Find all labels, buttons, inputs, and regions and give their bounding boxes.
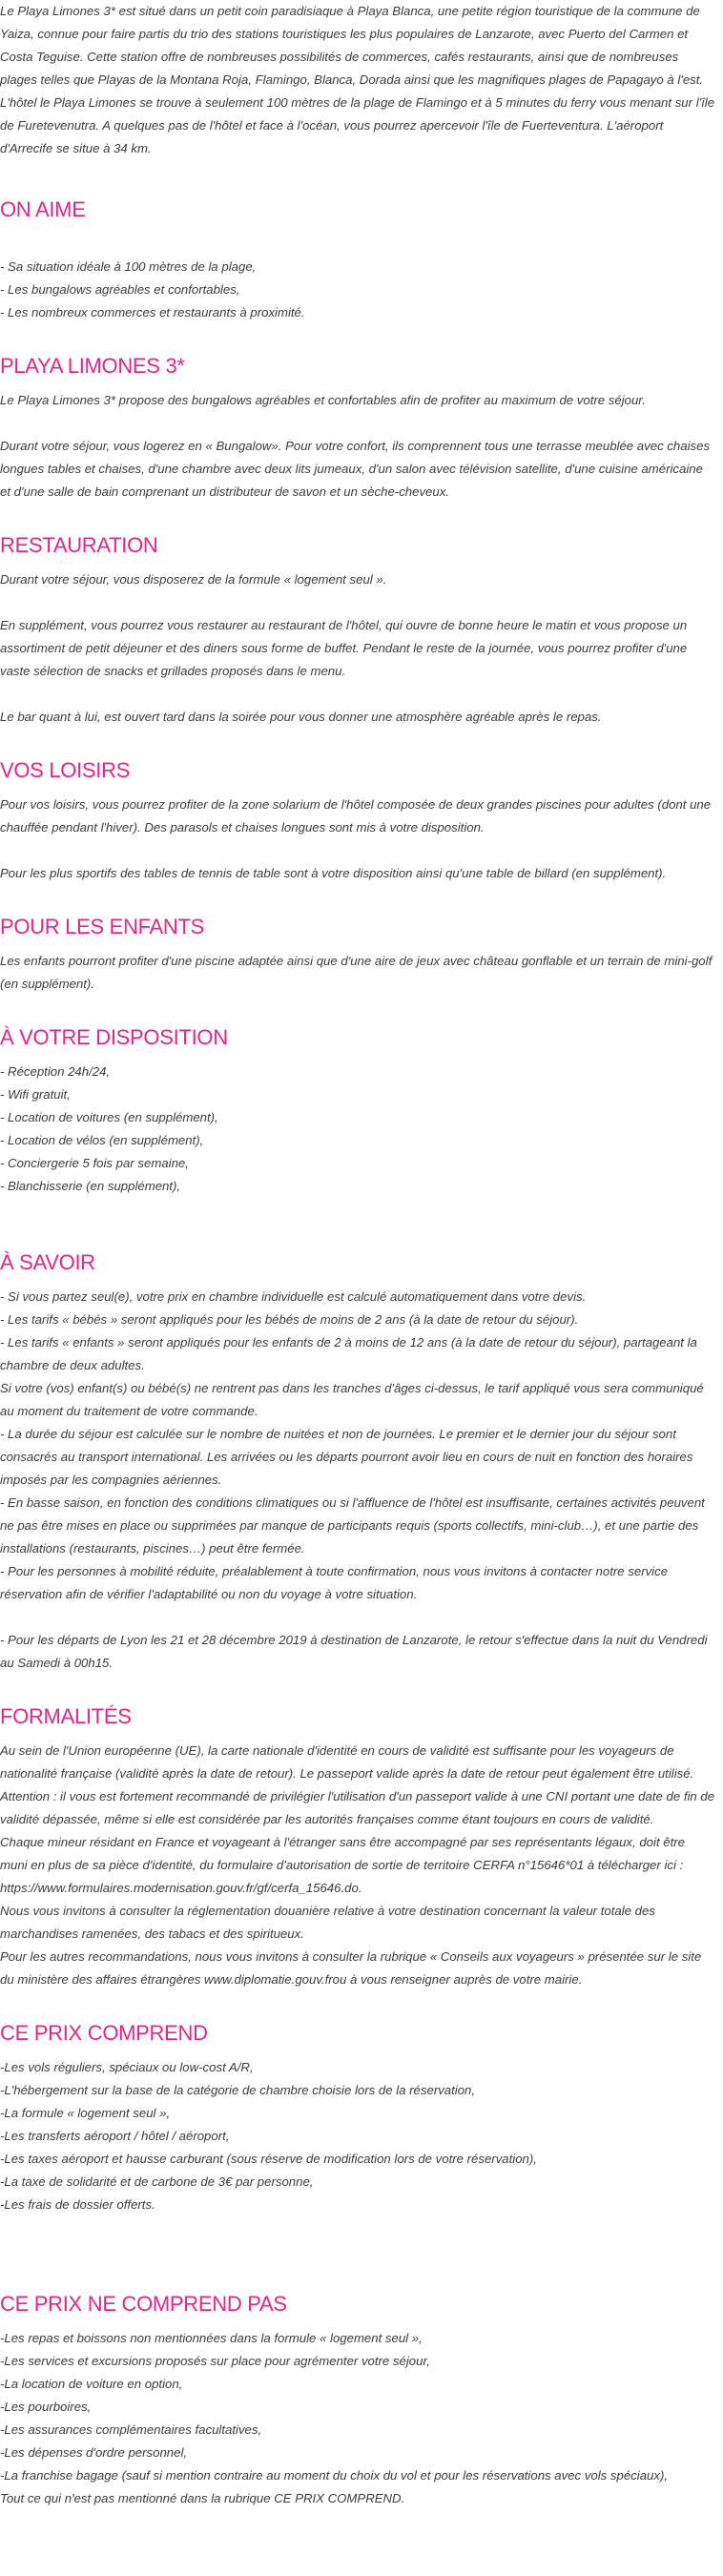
spacer [0, 233, 715, 256]
list-item: Si votre (vos) enfant(s) ou bébé(s) ne rentrent pas dans les tranches d'âges ci-dessus, le tarif appliqué vous sera communiqué au moment du traitement de votre commande. [0, 1381, 704, 1418]
list-item: -Les transferts aéroport / hôtel / aéroport, [0, 2129, 230, 2143]
restauration-paragraph: En supplément, vous pourrez vous restaurer au restaurant de l'hôtel, qui ouvre de bonne heure le matin et vous propose un assortiment de petit déjeuner et des diners sous forme de buffet. Pendant le reste de la journée, vous pourrez profiter d'une vaste sélection de snacks et grillades proposés dans le menu. [0, 618, 688, 678]
list-item: - Sa situation idéale à 100 mètres de la plage, [0, 259, 257, 274]
loisirs-section [0, 757, 715, 885]
spacer [0, 2216, 715, 2239]
hotel-paragraph: Le Playa Limones 3* propose des bungalows agréables et confortables afin de profiter au maximum de votre séjour. [0, 393, 646, 407]
list-item: Chaque mineur résidant en France et voyageant à l'étranger sans être accompagné par ses représentants légaux, doit être muni en plus de sa pièce d'identité, du formulaire d'autorisation de sortie de territoire CERFA n°15646*01 à télécharger ici : [0, 1835, 685, 1872]
list-item: - Si vous partez seul(e), votre prix en chambre individuelle est calculé automatiquement dans votre devis. [0, 1289, 587, 1304]
ne-comprend-heading: CE PRIX NE COMPREND PAS [0, 2292, 287, 2316]
comprend-heading: CE PRIX COMPREND [0, 2021, 208, 2045]
list-item: -Les services et excursions proposés sur place pour agrémenter votre séjour, [0, 2354, 430, 2368]
spacer [0, 1606, 715, 1629]
restauration-heading: RESTAURATION [0, 533, 158, 557]
list-item: -Les vols réguliers, spéciaux ou low-cost A/R, [0, 2060, 254, 2074]
comprend-list [0, 2056, 715, 2216]
loisirs-paragraph: Pour vos loisirs, vous pourrez profiter de la zone solarium de l'hôtel composée de deux grandes piscines pour adultes (dont une chauffée pendant l'hiver). Des parasols et chaises longues sont mis à votre disposition. [0, 797, 712, 835]
restauration-section [0, 532, 715, 729]
list-item: Au sein de l'Union européenne (UE), la carte nationale d'identité en cours de validité est suffisante pour les voyageurs de nationalité française (validité après la date de retour). Le passeport valide après la date de retour peut également être utilisé. Attention : il vous est fortement recommandé de privilégier l'utilisation d'un passeport valide à une CNI portant une date de fin de validité dépassée, même si elle est considérée par les autorités françaises comme étant toujours en cours de validité. [0, 1743, 715, 1826]
list-item: - Les bungalows agréables et confortables, [0, 282, 240, 297]
list-item: -Les dépenses d'ordre personnel, [0, 2445, 188, 2460]
hotel-paragraph: Durant votre séjour, vous logerez en « Bungalow». Pour votre confort, ils comprennent tous une terrasse meublée avec chaises longues tables et chaises, d'une chambre avec deux lits jumeaux, d'un salon avec télévision satellite, d'une cuisine américaine et d'une salle de bain comprenant un distributeur de savon et un sèche-cheveux. [0, 439, 711, 499]
disposition-heading: À VOTRE DISPOSITION [0, 1025, 228, 1049]
disposition-section [0, 1024, 715, 1221]
ne-comprend-list [0, 2327, 715, 2510]
list-item: -La franchise bagage (sauf si mention contraire au moment du choix du vol et pour les réservations avec vols spéciaux), [0, 2468, 669, 2483]
savoir-section [0, 1249, 715, 1675]
formalites-list [0, 1740, 715, 1991]
list-item: -L'hébergement sur la base de la catégorie de chambre choisie lors de la réservation, [0, 2083, 476, 2097]
savoir-heading: À SAVOIR [0, 1250, 95, 1274]
list-item: - Les nombreux commerces et restaurants à proximité. [0, 305, 305, 319]
loisirs-paragraph: Pour les plus sportifs des tables de tennis de table sont à votre disposition ainsi qu'une table de billard (en supplément). [0, 866, 667, 880]
hotel-heading: PLAYA LIMONES 3* [0, 354, 185, 378]
list-item: -La formule « logement seul », [0, 2106, 171, 2120]
list-item: - Wifi gratuit, [0, 1087, 71, 1102]
list-item: -Les assurances complémentaires facultatives, [0, 2422, 262, 2437]
on-aime-heading: ON AIME [0, 197, 86, 221]
list-item: - Conciergerie 5 fois par semaine, [0, 1156, 189, 1170]
list-item: Tout ce qui n'est pas mentionné dans la rubrique CE PRIX COMPREND. [0, 2491, 405, 2505]
disposition-list [0, 1061, 715, 1198]
restauration-paragraph: Durant votre séjour, vous disposerez de la formule « logement seul ». [0, 572, 387, 587]
intro-paragraph: Le Playa Limones 3* est situé dans un petit coin paradisiaque à Playa Blanca, une petite région touristique de la commune de Yaiza, connue pour faire partis du trio des stations touristiques les plus populaires de Lanzarote, avec Puerto del Carmen et Costa Teguise. Cette station offre de nombreuses possibilités de commerces, cafés restaurants, ainsi que de nombreuses plages telles que Playas de la Montana Roja, Flamingo, Blanca, Dorada ainsi que les magnifiques plages de Papagayo à l'est. L'hôtel le Playa Limones se trouve à seulement 100 mètres de la plage de Flamingo et à 5 minutes du ferry vous menant sur l'île de Furetevenutra. A quelques pas de l'hôtel et face à l'océan, vous pourrez apercevoir l'île de Fuerteventura. L'aéroport d'Arrecife se situe à 34 km. [0, 4, 715, 155]
spacer [0, 1198, 715, 1221]
list-item: -Les frais de dossier offerts. [0, 2197, 155, 2212]
list-item: - Les tarifs « bébés » seront appliqués pour les bébés de moins de 2 ans (à la date de retour du séjour). [0, 1312, 579, 1327]
list-item: - Les tarifs « enfants » seront appliqués pour les enfants de 2 à moins de 12 ans (à la date de retour du séjour), partageant la chambre de deux adultes. [0, 1335, 697, 1372]
list-item: - Réception 24h/24, [0, 1064, 111, 1079]
list-item: Pour les autres recommandations, nous vous invitons à consulter la rubrique « Conseils aux voyageurs » présentée sur le site du ministère des affaires étrangères www.diplomatie.gouv.frou à vous renseigner auprès de votre mairie. [0, 1949, 702, 1987]
savoir-list [0, 1286, 715, 1606]
on-aime-section [0, 196, 715, 324]
on-aime-list [0, 256, 715, 324]
enfants-paragraph: Les enfants pourront profiter d'une piscine adaptée ainsi que d'une aire de jeux avec château gonflable et un terrain de mini-golf (en supplément). [0, 954, 713, 991]
list-item: -Les pourboires, [0, 2400, 92, 2414]
list-item: - En basse saison, en fonction des conditions climatiques ou si l'affluence de l'hôtel est insuffisante, certaines activités peuvent ne pas être mises en place ou supprimées par manque de participants requis (sports collectifs, mini-club…), et une partie des installations (restaurants, piscines…) peut être fermée. [0, 1495, 705, 1556]
hotel-section [0, 353, 715, 504]
loisirs-heading: VOS LOISIRS [0, 758, 131, 782]
list-item: -La location de voiture en option, [0, 2377, 183, 2391]
enfants-section [0, 914, 715, 996]
comprend-section [0, 2020, 715, 2262]
list-item: - Pour les personnes à mobilité réduite, préalablement à toute confirmation, nous vous invitons à contacter notre service réservation afin de vérifier l'adaptabilité ou non du voyage à votre situation. [0, 1564, 669, 1601]
spacer [0, 2239, 715, 2262]
list-item: -Les taxes aéroport et hausse carburant (sous réserve de modification lors de votre réservation), [0, 2152, 537, 2166]
list-item: -La taxe de solidarité et de carbone de 3€ par personne, [0, 2174, 314, 2189]
savoir-note: - Pour les départs de Lyon les 21 et 28 décembre 2019 à destination de Lanzarote, le retour s'effectue dans la nuit du Vendredi au Samedi à 00h15. [0, 1633, 708, 1670]
formalites-heading: FORMALITÉS [0, 1704, 132, 1728]
list-item: - Location de voitures (en supplément), [0, 1110, 218, 1124]
enfants-heading: POUR LES ENFANTS [0, 915, 205, 938]
list-item: - Blanchisserie (en supplément), [0, 1179, 181, 1193]
formalites-section [0, 1703, 715, 1991]
ne-comprend-section [0, 2291, 715, 2510]
list-item: -Les repas et boissons non mentionnées dans la formule « logement seul », [0, 2331, 423, 2345]
list-item: - La durée du séjour est calculée sur le nombre de nuitées et non de journées. Le premier et le dernier jour du séjour sont consacrés au transport international. Les arrivées ou les départs pourront avoir lieu en cours de nuit en fonction des horaires imposés par les compagnies aériennes. [0, 1427, 693, 1487]
intro-section [0, 0, 715, 160]
cerfa-link: https://www.formulaires.modernisation.gouv.fr/gf/cerfa_15646.do. [0, 1881, 362, 1895]
list-item: Nous vous invitons à consulter la réglementation douanière relative à votre destination concernant la valeur totale des marchandises ramenées, des tabacs et des spiritueux. [0, 1904, 655, 1941]
list-item: - Location de vélos (en supplément), [0, 1133, 204, 1147]
restauration-paragraph: Le bar quant à lui, est ouvert tard dans la soirée pour vous donner une atmosphère agréable après le repas. [0, 710, 602, 724]
